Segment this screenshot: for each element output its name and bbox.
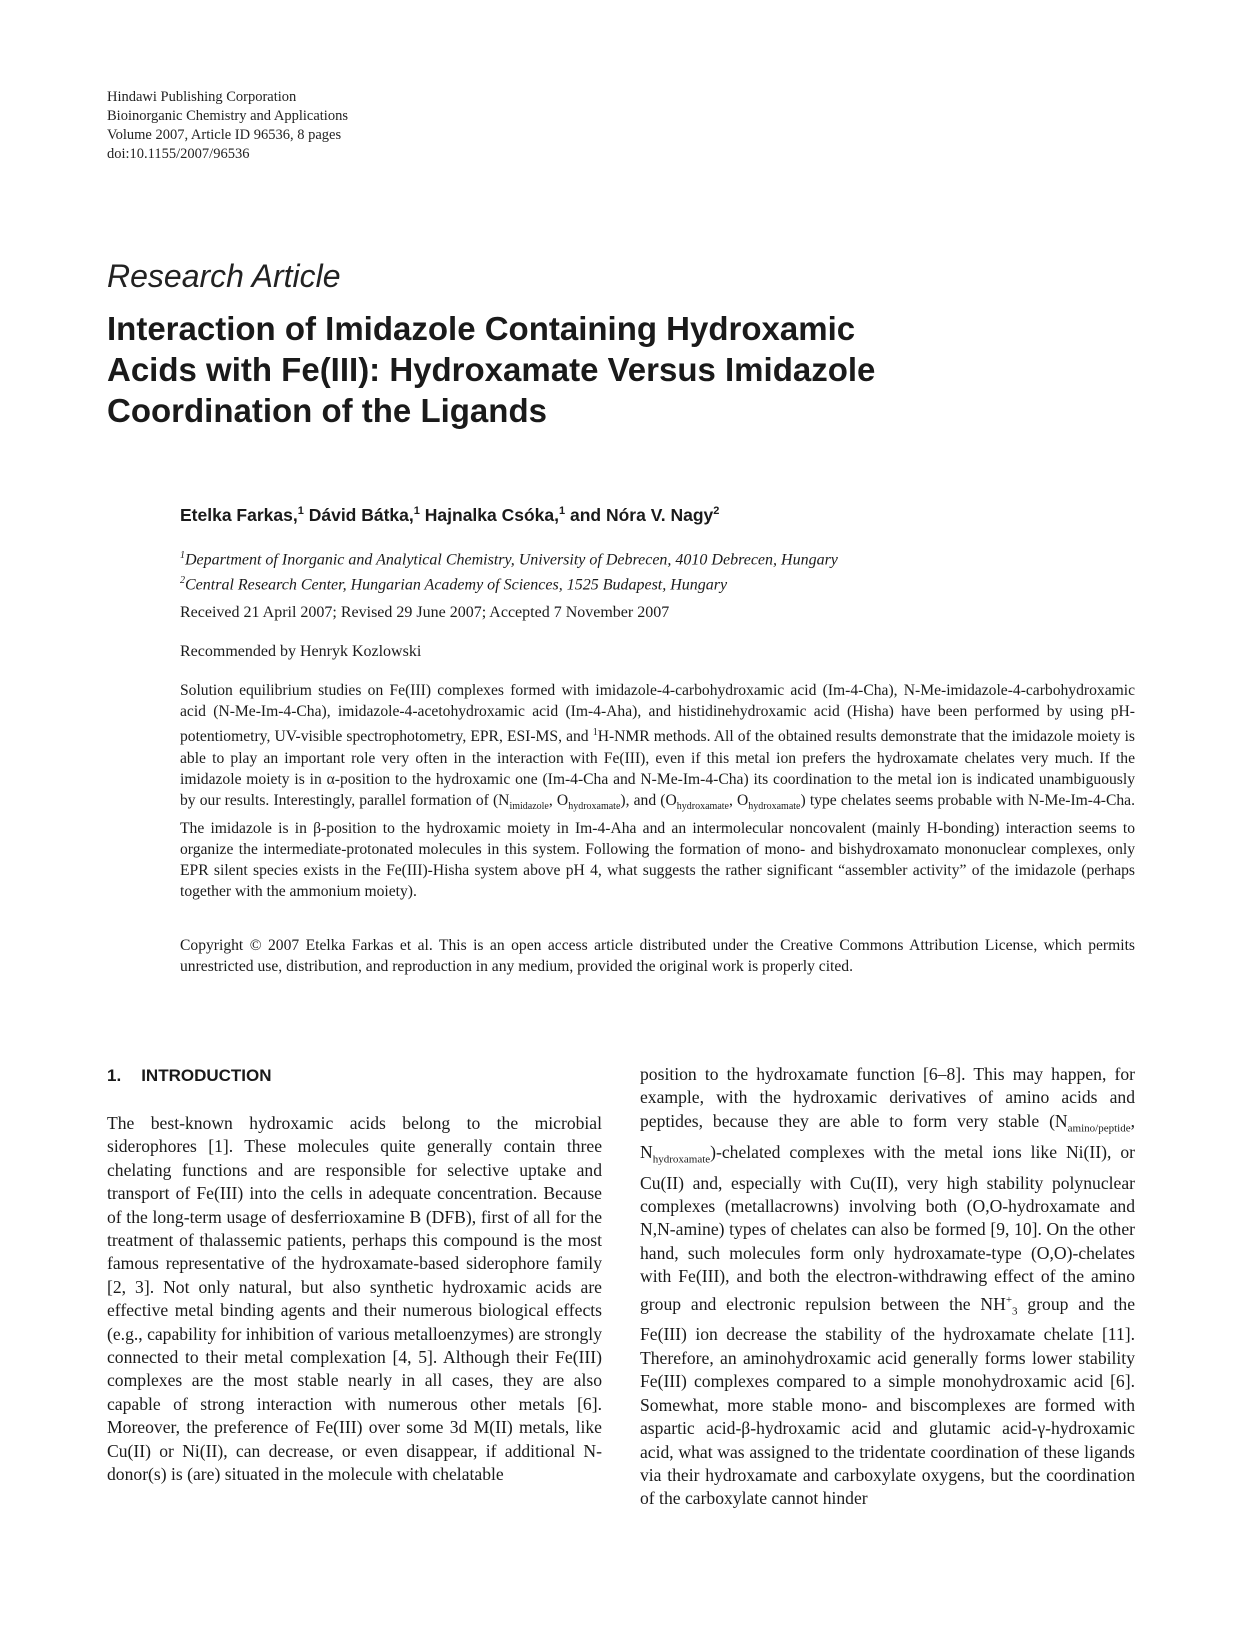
affiliation-line bbox=[180, 570, 838, 595]
title-line: Interaction of Imidazole Containing Hydroxamic bbox=[107, 310, 856, 347]
author-name: Dávid Bátka, bbox=[308, 505, 414, 525]
author-affiliation-mark: 1 bbox=[559, 505, 566, 518]
author-affiliation-mark: 2 bbox=[713, 505, 720, 518]
title-line: Acids with Fe(III): Hydroxamate Versus Imidazole bbox=[107, 351, 876, 388]
author-list bbox=[180, 505, 719, 526]
abstract-text: H-NMR methods. All of the obtained results demonstrate that the imidazole moiety is able to play an important role very often in the interaction with Fe(III), even if this metal ion prefers the hydroxamate chelates very much. If the imidazole moiety is in α-position to the hydroxamic one (Im-4-Cha and N-Me-Im-4-Cha) its coordination to the metal ion is indicated unambiguously by our results. Interestingly, parallel formation of (N bbox=[180, 728, 1135, 810]
author-affiliation-mark: 1 bbox=[297, 505, 304, 518]
author-name: and Nóra V. Nagy bbox=[570, 505, 714, 525]
abstract-text: ), and (O bbox=[620, 792, 677, 810]
journal-header bbox=[107, 88, 348, 164]
body-text: position to the hydroxamate function [6–8]. This may happen, for example, with the hydroxamic derivatives of amino acids and peptides, because they are able to form very stable (N bbox=[640, 1064, 1135, 1131]
recommended-by: Recommended by Henryk Kozlowski bbox=[180, 643, 422, 660]
body-subscript: amino/peptide bbox=[1067, 1122, 1131, 1135]
abstract-subscript: hydroxamate bbox=[748, 801, 801, 813]
abstract-text: ) type chelates seems probable with N-Me-Im-4-Cha. The imidazole is in β-position to the hydroxamic moiety in Im-4-Aha and an intermolecular noncovalent (mainly H-bonding) interaction seems to organize the intermediate-protonated molecules in this system. Following the formation of mono- and bishydroxamato mononuclear complexes, only EPR silent species exists in the Fe(III)-Hisha system above pH 4, what suggests the rather significant “assembler activity” of the imidazole (perhaps together with the ammonium moiety). bbox=[180, 792, 1135, 901]
abstract-text: Solution equilibrium studies on Fe(III) complexes formed with imidazole-4-carbohydroxamic acid (Im-4-Cha), N-Me-imidazole-4-carbohydroxamic acid (N-Me-Im-4-Cha), imidazole-4-acetohydroxamic acid (Im-4-Aha), and histidinehydroxamic acid (Hisha) have been performed by using pH-potentiometry, UV-visible spectrophotometry, EPR, ESI-MS, and bbox=[180, 682, 1135, 746]
journal-volume: Volume 2007, Article ID 96536, 8 pages bbox=[107, 127, 342, 143]
author-name: Etelka Farkas, bbox=[180, 505, 298, 525]
journal-name: Bioinorganic Chemistry and Applications bbox=[107, 108, 348, 124]
body-subscript: hydroxamate bbox=[652, 1153, 711, 1166]
section-heading bbox=[107, 1066, 272, 1086]
body-column-right bbox=[640, 1063, 1135, 1511]
affiliation-text: Department of Inorganic and Analytical Chemistry, University of Debrecen, 4010 Debrecen, Hungary bbox=[185, 551, 838, 569]
article-title bbox=[107, 308, 1107, 431]
article-type: Research Article bbox=[107, 258, 341, 294]
abstract-text: , O bbox=[548, 792, 569, 810]
author-affiliation-mark: 1 bbox=[413, 505, 420, 518]
section-number: 1. bbox=[107, 1066, 122, 1085]
section-title: INTRODUCTION bbox=[141, 1066, 272, 1085]
abstract-subscript: hydroxamate bbox=[676, 801, 729, 813]
journal-doi[interactable]: doi:10.1155/2007/96536 bbox=[107, 146, 250, 162]
abstract-superscript: 1 bbox=[592, 727, 598, 739]
body-column-left: The best-known hydroxamic acids belong to the microbial siderophores [1]. These molecules quite generally contain three chelating functions and are responsible for selective uptake and transport of Fe(III) into the cells in adequate concentration. Because of the long-term usage of desferrioxamine B (DFB), first of all for the treatment of thalassemic patients, perhaps this compound is the most famous representative of the hydroxamate-based siderophore family [2, 3]. Not only natural, but also synthetic hydroxamic acids are effective metal binding agents and their numerous biological effects (e.g., capability for inhibition of various metalloenzymes) are strongly connected to their metal complexation [4, 5]. Although their Fe(III) complexes are the most stable nearly in all cases, they are also capable of strong interaction with numerous other metals [6]. Moreover, the preference of Fe(III) over some 3d M(II) metals, like Cu(II) or Ni(II), can decrease, or even disappear, if additional N-donor(s) is (are) situated in the molecule with chelatable bbox=[107, 1113, 602, 1485]
body-superscript: + bbox=[1005, 1293, 1013, 1306]
body-text: group and the Fe(III) ion decrease the stability of the hydroxamate chelate [11]. Therefore, an aminohydroxamic acid generally forms lower stability Fe(III) complexes compared to a simple monohydroxamic acid [6]. Somewhat, more stable mono- and biscomplexes are formed with aspartic acid-β-hydroxamic acid and glutamic acid-γ-hydroxamic acid, what was assigned to the tridentate coordination of these ligands via their hydroxamate and carboxylate oxygens, but the coordination of the carboxylate cannot hinder bbox=[640, 1293, 1135, 1509]
abstract-subscript: hydroxamate bbox=[568, 801, 621, 813]
affiliations bbox=[180, 545, 838, 596]
author-name: Hajnalka Csóka, bbox=[424, 505, 559, 525]
copyright-notice: Copyright © 2007 Etelka Farkas et al. This is an open access article distributed under the Creative Commons Attribution License, which permits unrestricted use, distribution, and reproduction in any medium, provided the original work is properly cited. bbox=[180, 937, 1135, 976]
publisher-name: Hindawi Publishing Corporation bbox=[107, 89, 297, 105]
title-line: Coordination of the Ligands bbox=[107, 392, 547, 429]
affiliation-line bbox=[180, 545, 838, 570]
affiliation-number: 1 bbox=[180, 550, 185, 561]
body-text: , N bbox=[640, 1110, 1135, 1162]
affiliation-text: Central Research Center, Hungarian Academy of Sciences, 1525 Budapest, Hungary bbox=[185, 576, 728, 594]
abstract-text: , O bbox=[728, 792, 749, 810]
affiliation-number: 2 bbox=[180, 575, 185, 587]
abstract bbox=[180, 680, 1135, 902]
received-dates: Received 21 April 2007; Revised 29 June 2007; Accepted 7 November 2007 bbox=[180, 604, 670, 621]
abstract-subscript: imidazole bbox=[509, 801, 549, 813]
body-subscript: 3 bbox=[1012, 1305, 1018, 1318]
body-text: )-chelated complexes with the metal ions like Ni(II), or Cu(II) and, especially with Cu(II), very high stability polynuclear complexes (metallacrowns) involving both (O,O-hydroxamate and N,N-amine) types of chelates can also be formed [9, 10]. On the other hand, such molecules form only hydroxamate-type (O,O)-chelates with Fe(III), and both the electron-withdrawing effect of the amino group and electronic repulsion between the NH bbox=[640, 1141, 1135, 1314]
